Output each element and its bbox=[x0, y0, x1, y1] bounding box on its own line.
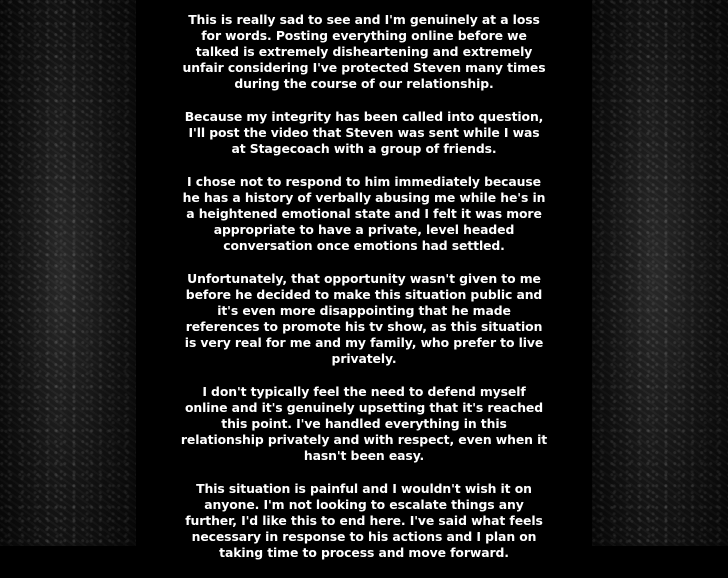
statement-paragraph: Because my integrity has been called into question, I'll post the video that Steven was sent while I was at Stagecoach with a group of friends. bbox=[184, 108, 544, 157]
statement-paragraph: I chose not to respond to him immediately because he has a history of verbally abusing me while he's in a heightened emotional state and I felt it was more appropriate to have a private, level headed conversation once emotions had settled. bbox=[182, 173, 546, 254]
blurred-background-left bbox=[0, 0, 136, 546]
statement-paragraph: I don't typically feel the need to defend myself online and it's genuinely upsetting that it's reached this point. I've handled everything in this relationship privately and with respect, even when it hasn't been easy. bbox=[180, 383, 548, 464]
statement-paragraph: Unfortunately, that opportunity wasn't given to me before he decided to make this situation public and it's even more disappointing that he made references to promote his tv show, as this situation is very real for me and my family, who prefer to live privately. bbox=[184, 270, 544, 367]
statement-text bbox=[136, 12, 592, 578]
blurred-background-right bbox=[592, 0, 728, 546]
statement-paragraph: This is really sad to see and I'm genuinely at a loss for words. Posting everything online before we talked is extremely disheartening and extremely unfair considering I've protected Steven many times during the course of our relationship. bbox=[182, 12, 546, 92]
statement-paragraph: This situation is painful and I wouldn't wish it on anyone. I'm not looking to escalate things any further, I'd like this to end here. I've said what feels necessary in response to his actions and I plan on taking time to process and move forward. bbox=[185, 480, 543, 561]
statement-panel bbox=[136, 0, 592, 561]
